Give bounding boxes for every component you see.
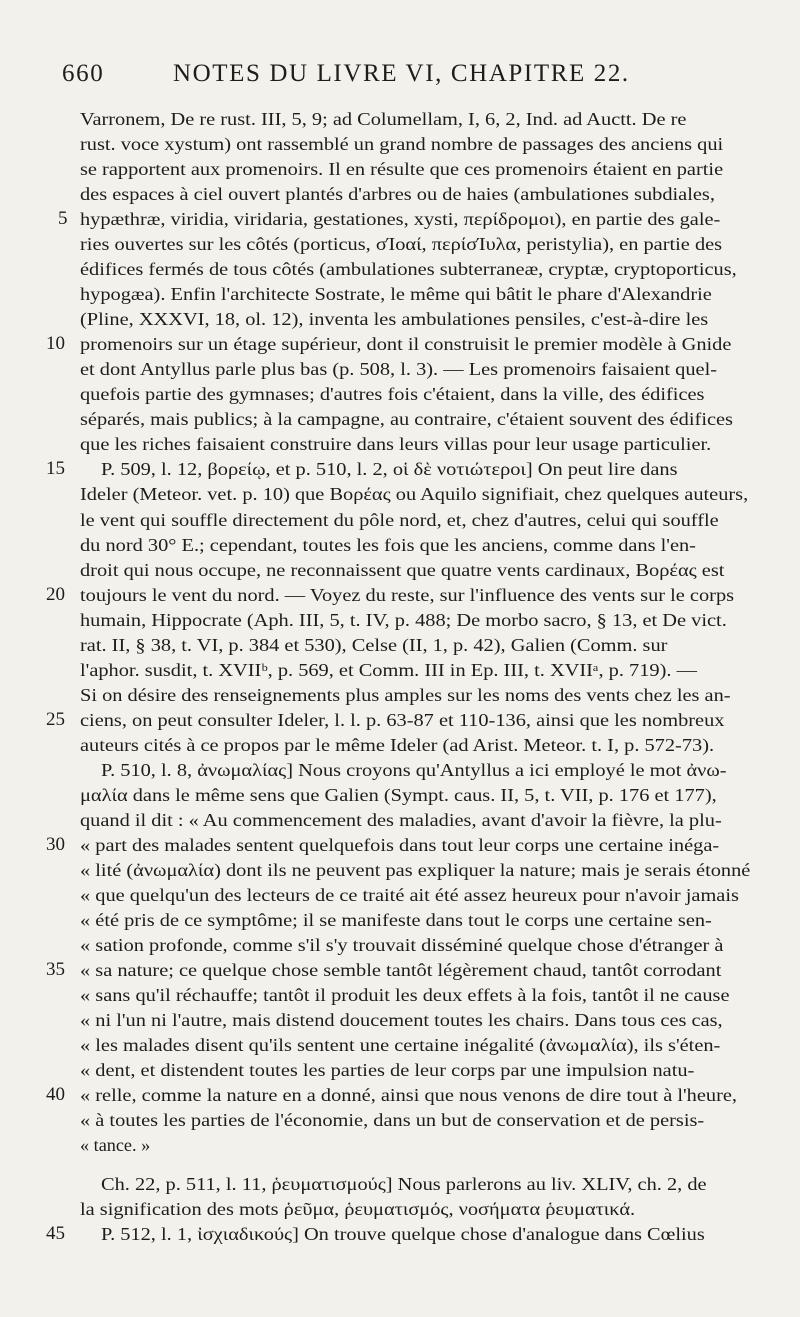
text-line: et dont Antyllus parle plus bas (p. 508, l. 3). — Les promenoirs faisaient quel-: [80, 359, 718, 379]
text-line: que les riches faisaient construire dans leurs villas pour leur usage particulier.: [80, 434, 712, 454]
text-line: rust. voce xystum) ont rassemblé un grand nombre de passages des anciens qui: [80, 134, 724, 154]
text-line: Si on désire des renseignements plus amples sur les noms des vents chez les an-: [80, 685, 731, 705]
text-line: (Pline, XXXVI, 18, ol. 12), inventa les ambulationes pensiles, c'est-à-dire les: [80, 309, 709, 329]
text-line: quand il dit : « Au commencement des maladies, avant d'avoir la fièvre, la plu-: [80, 810, 722, 830]
text-line: P. 512, l. 1, ἰσχιαδικούς] On trouve quelque chose d'analogue dans Cœlius: [101, 1224, 705, 1244]
text-line: droit qui nous occupe, ne reconnaissent que quatre vents cardinaux, Βορέας est: [80, 560, 725, 580]
text-line: hypogæa). Enfin l'architecte Sostrate, le même qui bâtit le phare d'Alexandrie: [80, 284, 712, 304]
line-number: 20: [46, 584, 65, 605]
line-number: 30: [46, 834, 65, 855]
text-line: des espaces à ciel ouvert plantés d'arbres ou de haies (ambulationes subdiales,: [80, 184, 715, 204]
text-line: « sa nature; ce quelque chose semble tantôt légèrement chaud, tantôt corrodant: [80, 960, 722, 980]
text-line: la signification des mots ῥεῦμα, ῥευματισμός, νοσήματα ῥευματικά.: [80, 1199, 636, 1219]
text-line: humain, Hippocrate (Aph. III, 5, t. IV, p. 488; De morbo sacro, § 13, et De vict.: [80, 610, 727, 630]
text-line: « tance. »: [80, 1135, 151, 1155]
text-line: ries ouvertes sur les côtés (porticus, σΊοαί, περίσΊυλα, peristylia), en partie des: [80, 234, 723, 254]
text-line: l'aphor. susdit, t. XVIIᵇ, p. 569, et Comm. III in Ep. III, t. XVIIᵃ, p. 719). —: [80, 660, 697, 680]
text-line: « les malades disent qu'ils sentent une certaine inégalité (ἀνωμαλία), ils s'éten-: [80, 1035, 721, 1055]
text-line: « à toutes les parties de l'économie, dans un but de conservation et de persis-: [80, 1110, 705, 1130]
text-line: rat. II, § 38, t. VI, p. 384 et 530), Celse (II, 1, p. 42), Galien (Comm. sur: [80, 635, 668, 655]
line-number: 15: [46, 458, 65, 479]
text-line: « sation profonde, comme s'il s'y trouvait disséminé quelque chose d'étranger à: [80, 935, 724, 955]
line-number: 40: [46, 1084, 65, 1105]
text-line: P. 510, l. 8, ἀνωμαλίας] Nous croyons qu'Antyllus a ici employé le mot ἀνω-: [101, 760, 727, 780]
text-line: édifices fermés de tous côtés (ambulationes subterraneæ, cryptæ, cryptoporticus,: [80, 259, 737, 279]
text-line: hypæthræ, viridia, viridaria, gestationes, xysti, περίδρομοι), en partie des gale-: [80, 209, 721, 229]
text-line: le vent qui souffle directement du pôle nord, et, chez d'autres, celui qui souffle: [80, 510, 719, 530]
line-number: 5: [58, 208, 68, 229]
text-line: quefois partie des gymnases; d'autres fois c'étaient, dans la ville, des édifices: [80, 384, 705, 404]
text-line: du nord 30° E.; cependant, toutes les fois que les anciens, comme dans l'en-: [80, 535, 696, 555]
text-line: μαλία dans le même sens que Galien (Sympt. caus. II, 5, t. VII, p. 176 et 177),: [80, 785, 717, 805]
text-line: « sans qu'il réchauffe; tantôt il produit les deux effets à la fois, tantôt il ne cause: [80, 985, 730, 1005]
text-line: ciens, on peut consulter Ideler, l. l. p. 63-87 et 110-136, ainsi que les nombreux: [80, 710, 725, 730]
text-line: « été pris de ce symptôme; il se manifeste dans tout le corps une certaine sen-: [80, 910, 712, 930]
text-line: Ideler (Meteor. vet. p. 10) que Βορέας ou Aquilo signifiait, chez quelques auteurs,: [80, 484, 749, 504]
text-line: Ch. 22, p. 511, l. 11, ῥευματισμούς] Nous parlerons au liv. XLIV, ch. 2, de: [101, 1174, 707, 1194]
page-header: [62, 60, 762, 96]
text-line: toujours le vent du nord. — Voyez du reste, sur l'influence des vents sur le corps: [80, 585, 735, 605]
page-number: 660: [62, 60, 105, 87]
line-number: 35: [46, 959, 65, 980]
text-line: Varronem, De re rust. III, 5, 9; ad Columellam, I, 6, 2, Ind. ad Auctt. De re: [80, 109, 687, 129]
text-line: « relle, comme la nature en a donné, ainsi que nous venons de dire tout à l'heure,: [80, 1085, 738, 1105]
text-line: « part des malades sentent quelquefois dans tout leur corps une certaine inéga-: [80, 835, 720, 855]
line-number: 45: [46, 1223, 65, 1244]
text-line: « lité (ἀνωμαλία) dont ils ne peuvent pas expliquer la nature; mais je serais étonné: [80, 860, 751, 880]
text-line: promenoirs sur un étage supérieur, dont il construisit le premier modèle à Gnide: [80, 334, 732, 354]
line-number: 10: [46, 333, 65, 354]
text-line: « ni l'un ni l'autre, mais distend doucement toutes les chairs. Dans tous ces cas,: [80, 1010, 723, 1030]
text-line: « que quelqu'un des lecteurs de ce traité ait été assez heureux pour n'avoir jamais: [80, 885, 739, 905]
text-line: auteurs cités à ce propos par le même Ideler (ad Arist. Meteor. t. I, p. 572-73).: [80, 735, 715, 755]
text-line: « dent, et distendent toutes les parties de leur corps par une impulsion natu-: [80, 1060, 695, 1080]
text-line: P. 509, l. 12, βορείῳ, et p. 510, l. 2, οἱ δὲ νοτιώτεροι] On peut lire dans: [101, 459, 678, 479]
text-line: séparés, mais publics; à la campagne, au contraire, c'étaient souvent des édifices: [80, 409, 733, 429]
running-title: NOTES DU LIVRE VI, CHAPITRE 22.: [173, 60, 630, 87]
text-line: se rapportent aux promenoirs. Il en résulte que ces promenoirs étaient en partie: [80, 159, 724, 179]
line-number: 25: [46, 709, 65, 730]
